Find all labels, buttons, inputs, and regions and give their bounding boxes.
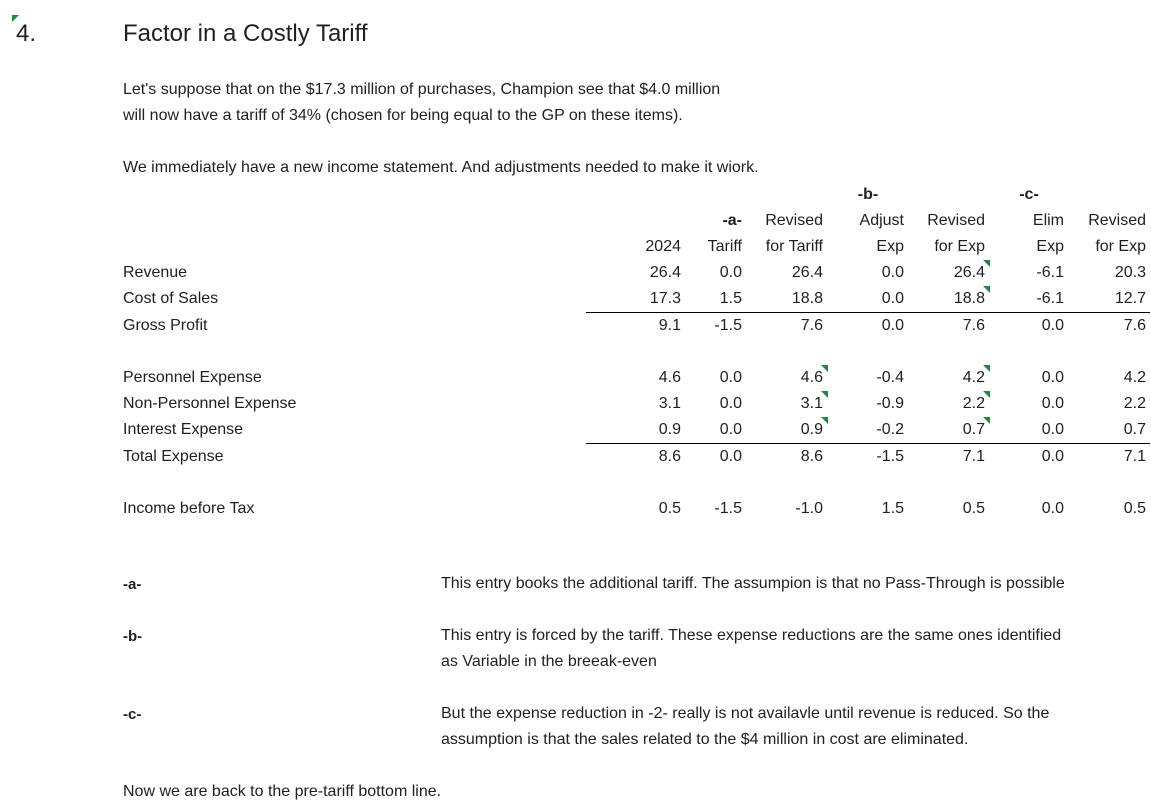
value-cell	[908, 260, 989, 286]
value-cell	[746, 470, 827, 496]
table-row	[118, 313, 1150, 340]
column-header: Elim	[1032, 212, 1064, 229]
note-key-b: -b-	[123, 628, 143, 645]
value-text: 0.0	[1041, 369, 1064, 386]
value-cell	[685, 391, 746, 417]
value-text: 0.0	[881, 264, 904, 281]
table-row	[118, 470, 1150, 496]
column-header	[118, 234, 586, 260]
value-text: 0.0	[719, 421, 742, 438]
column-header	[118, 208, 586, 234]
note-text-c-line-2: assumption is that the sales related to the $4 million in cost are eliminated.	[441, 731, 969, 748]
value-text: 26.4	[953, 264, 985, 281]
table-row	[118, 365, 1150, 391]
value-cell	[908, 339, 989, 365]
note-text-b-line-1: This entry is forced by the tariff. These expense reductions are the same ones identified	[441, 627, 1062, 644]
value-cell	[746, 286, 827, 313]
value-text: 26.4	[649, 264, 681, 281]
value-text: 4.6	[800, 369, 823, 386]
value-text: 0.9	[658, 421, 681, 438]
value-text: 0.9	[800, 421, 823, 438]
value-cell	[685, 365, 746, 391]
value-text: 20.3	[1114, 264, 1146, 281]
column-header	[908, 182, 989, 208]
value-cell	[746, 365, 827, 391]
header-row	[118, 208, 1150, 234]
value-text: 17.3	[649, 290, 681, 307]
table-row	[118, 260, 1150, 286]
page-title: Factor in a Costly Tariff	[123, 20, 368, 47]
value-text: 7.6	[962, 317, 985, 334]
value-cell	[746, 496, 827, 522]
value-text: 0.5	[1123, 500, 1146, 517]
value-cell	[989, 496, 1068, 522]
column-header: Adjust	[859, 212, 904, 229]
value-cell	[1068, 339, 1150, 365]
value-text: 7.6	[1123, 317, 1146, 334]
value-text: 12.7	[1114, 290, 1146, 307]
value-text: 0.0	[719, 395, 742, 412]
value-text: 3.1	[658, 395, 681, 412]
row-label	[118, 339, 586, 365]
value-text: 8.6	[658, 448, 681, 465]
value-cell	[1068, 496, 1150, 522]
table-row	[118, 339, 1150, 365]
value-cell	[1068, 391, 1150, 417]
value-text: 0.5	[962, 500, 985, 517]
column-header: for Tariff	[765, 238, 823, 255]
value-cell	[685, 260, 746, 286]
value-cell	[989, 470, 1068, 496]
table-row	[118, 496, 1150, 522]
row-label: Non-Personnel Expense	[123, 395, 297, 412]
value-text: 26.4	[791, 264, 823, 281]
value-cell	[827, 496, 908, 522]
value-cell	[586, 339, 685, 365]
column-header: Revised	[1088, 212, 1146, 229]
column-header: 2024	[645, 238, 681, 255]
value-text: 4.6	[658, 369, 681, 386]
value-cell	[989, 260, 1068, 286]
value-text: 0.0	[1041, 448, 1064, 465]
column-header: -b-	[857, 186, 879, 203]
column-header: Revised	[927, 212, 985, 229]
value-text: 1.5	[881, 500, 904, 517]
column-header	[586, 208, 685, 234]
value-text: 3.1	[800, 395, 823, 412]
value-cell	[827, 313, 908, 340]
value-text: -0.9	[876, 395, 904, 412]
value-cell	[586, 391, 685, 417]
table-row	[118, 391, 1150, 417]
column-header: for Exp	[1095, 238, 1146, 255]
conclusion-text: Now we are back to the pre-tariff bottom line.	[123, 783, 442, 800]
value-text: 0.7	[962, 421, 985, 438]
column-header: Tariff	[707, 238, 742, 255]
column-header: -a-	[722, 212, 742, 229]
value-cell	[989, 313, 1068, 340]
column-header	[1068, 182, 1150, 208]
value-cell	[586, 260, 685, 286]
value-cell	[827, 417, 908, 444]
value-cell	[908, 496, 989, 522]
value-text: 0.0	[719, 264, 742, 281]
table-row	[118, 286, 1150, 313]
value-text: 0.5	[658, 500, 681, 517]
value-text: 0.0	[881, 317, 904, 334]
value-cell	[746, 444, 827, 471]
value-text: 2.2	[1123, 395, 1146, 412]
value-cell	[586, 313, 685, 340]
value-cell	[827, 339, 908, 365]
table-row	[118, 444, 1150, 471]
value-cell	[1068, 444, 1150, 471]
column-header	[586, 182, 685, 208]
value-text: 2.2	[962, 395, 985, 412]
row-label: Interest Expense	[123, 421, 244, 439]
value-cell	[685, 417, 746, 444]
value-cell	[746, 260, 827, 286]
value-text: 0.0	[1041, 395, 1064, 412]
value-text: 9.1	[658, 317, 681, 334]
value-text: 4.2	[1123, 369, 1146, 386]
value-text: -6.1	[1036, 290, 1064, 307]
value-cell	[685, 313, 746, 340]
value-cell	[908, 470, 989, 496]
value-cell	[1068, 313, 1150, 340]
value-text: 4.2	[962, 369, 985, 386]
header-row	[118, 182, 1150, 208]
value-cell	[685, 339, 746, 365]
note-key-a: -a-	[123, 576, 142, 593]
value-cell	[989, 417, 1068, 444]
value-cell	[908, 417, 989, 444]
value-cell	[586, 444, 685, 471]
value-cell	[1068, 260, 1150, 286]
value-cell	[827, 444, 908, 471]
value-cell	[1068, 470, 1150, 496]
intro-line-3: We immediately have a new income statement. And adjustments needed to make it wiork.	[123, 159, 759, 176]
value-text: 18.8	[791, 290, 823, 307]
value-cell	[586, 470, 685, 496]
value-text: 0.0	[719, 448, 742, 465]
note-text-a-line-1: This entry books the additional tariff. The assumpion is that no Pass-Through is possible	[441, 575, 1065, 592]
value-cell	[989, 286, 1068, 313]
value-cell	[685, 286, 746, 313]
value-cell	[989, 365, 1068, 391]
value-text: -0.2	[876, 421, 904, 438]
value-text: 0.0	[1041, 500, 1064, 517]
value-cell	[1068, 417, 1150, 444]
value-cell	[908, 444, 989, 471]
value-text: 18.8	[953, 290, 985, 307]
value-cell	[827, 260, 908, 286]
column-header: Exp	[876, 238, 904, 255]
value-text: 7.1	[1123, 448, 1146, 465]
value-cell	[989, 339, 1068, 365]
value-cell	[586, 496, 685, 522]
table-row	[118, 417, 1150, 444]
column-header: Revised	[765, 212, 823, 229]
header-row	[118, 234, 1150, 260]
column-header	[685, 182, 746, 208]
value-cell	[746, 417, 827, 444]
value-text: 0.7	[1123, 421, 1146, 438]
value-cell	[908, 391, 989, 417]
value-text: -1.5	[714, 500, 742, 517]
column-header: for Exp	[934, 238, 985, 255]
value-cell	[908, 286, 989, 313]
row-label: Income before Tax	[123, 500, 255, 517]
column-header: Exp	[1036, 238, 1064, 255]
value-cell	[1068, 365, 1150, 391]
column-header	[118, 182, 586, 208]
value-cell	[746, 313, 827, 340]
value-text: 0.0	[719, 369, 742, 386]
value-text: -0.4	[876, 369, 904, 386]
intro-line-1: Let's suppose that on the $17.3 million of purchases, Champion see that $4.0 million	[123, 81, 721, 98]
value-cell	[827, 286, 908, 313]
value-cell	[827, 391, 908, 417]
row-label: Gross Profit	[123, 316, 208, 334]
value-text: -1.5	[714, 317, 742, 334]
value-text: -1.0	[795, 500, 823, 517]
income-statement-table	[118, 182, 1150, 522]
intro-line-2: will now have a tariff of 34% (chosen for being equal to the GP on these items).	[123, 107, 683, 124]
value-cell	[586, 417, 685, 444]
row-label: Total Expense	[123, 447, 224, 465]
value-text: 1.5	[719, 290, 742, 307]
row-label: Revenue	[123, 264, 188, 281]
value-cell	[685, 496, 746, 522]
value-cell	[1068, 286, 1150, 313]
value-text: 7.6	[800, 317, 823, 334]
value-text: 0.0	[1041, 317, 1064, 334]
row-label: Cost of Sales	[123, 290, 219, 308]
note-key-c: -c-	[123, 706, 142, 723]
note-text-b-line-2: as Variable in the breeak-even	[441, 653, 657, 670]
value-cell	[586, 286, 685, 313]
value-text: -6.1	[1036, 264, 1064, 281]
row-label: Personnel Expense	[123, 369, 262, 386]
row-label	[118, 470, 586, 496]
column-header	[746, 182, 827, 208]
value-text: -1.5	[876, 448, 904, 465]
value-cell	[908, 365, 989, 391]
value-cell	[827, 470, 908, 496]
column-header: -c-	[1019, 186, 1039, 203]
value-cell	[989, 391, 1068, 417]
value-cell	[827, 365, 908, 391]
section-number: 4.	[16, 20, 37, 47]
value-text: 0.0	[881, 290, 904, 307]
value-cell	[685, 444, 746, 471]
note-text-c-line-1: But the expense reduction in -2- really is not availavle until revenue is reduced. So the	[441, 705, 1050, 722]
value-cell	[586, 365, 685, 391]
value-cell	[746, 391, 827, 417]
value-cell	[746, 339, 827, 365]
value-text: 8.6	[800, 448, 823, 465]
value-cell	[685, 470, 746, 496]
value-cell	[908, 313, 989, 340]
value-cell	[989, 444, 1068, 471]
value-text: 7.1	[962, 448, 985, 465]
value-text: 0.0	[1041, 421, 1064, 438]
